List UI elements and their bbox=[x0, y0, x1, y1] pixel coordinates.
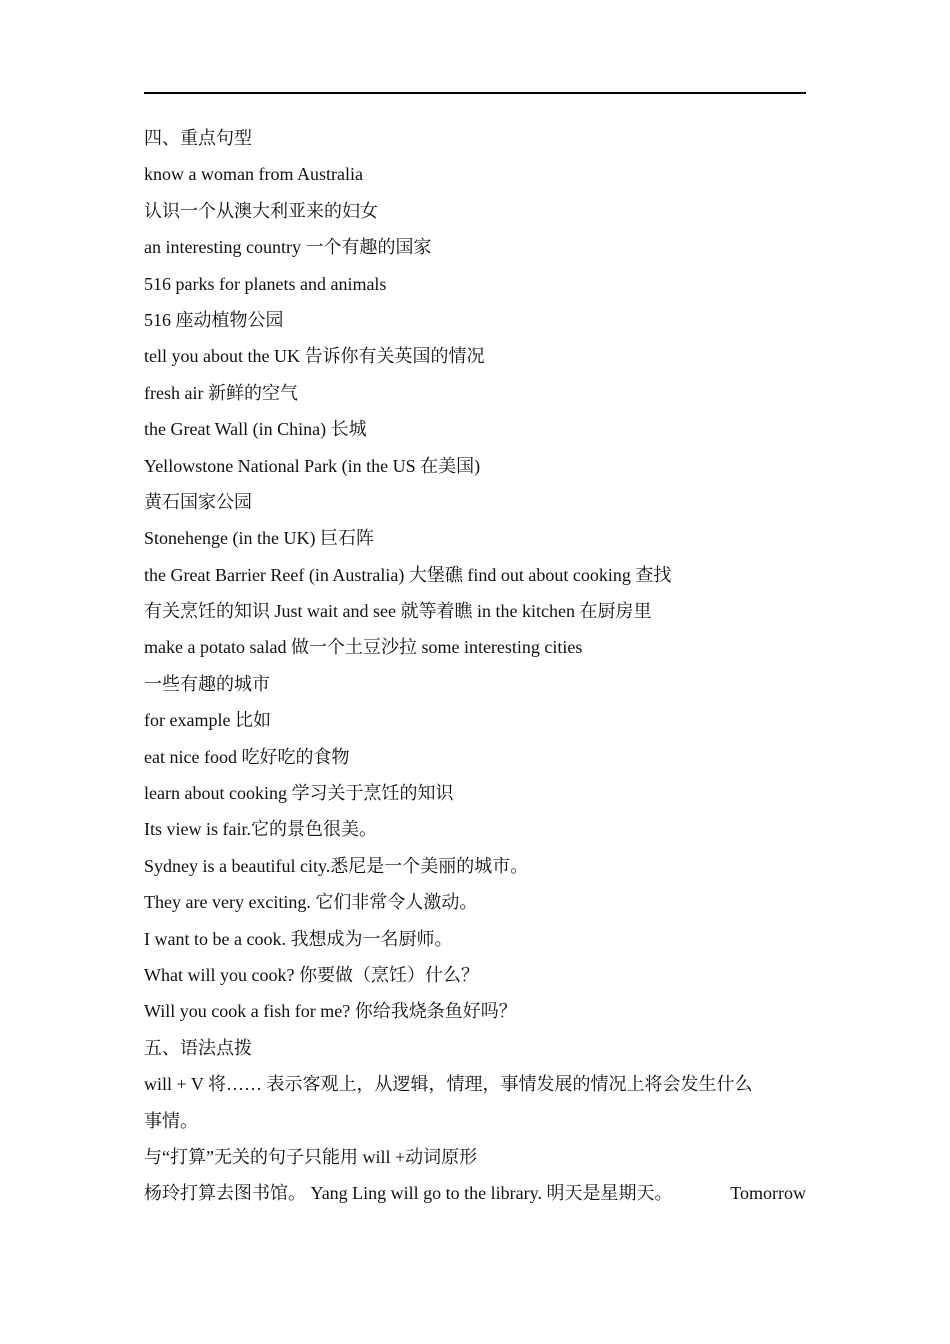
text-line: 与“打算”无关的句子只能用 will +动词原形 bbox=[144, 1146, 478, 1167]
text-line: 一些有趣的城市 bbox=[144, 673, 270, 694]
text-line: the Great Wall (in China) 长城 bbox=[144, 419, 367, 440]
section-heading-grammar: 五、语法点拨 bbox=[144, 1037, 252, 1058]
document-body bbox=[144, 120, 806, 1212]
text-line: Will you cook a fish for me? 你给我烧条鱼好吗？ bbox=[144, 1001, 517, 1022]
text-line: 有关烹饪的知识 Just wait and see 就等着瞧 in the kitchen 在厨房里 bbox=[144, 601, 652, 622]
text-line: for example 比如 bbox=[144, 710, 271, 731]
text-line: fresh air 新鲜的空气 bbox=[144, 382, 298, 403]
text-line: make a potato salad 做一个土豆沙拉 some interesting cities bbox=[144, 637, 583, 658]
header-rule bbox=[144, 92, 806, 94]
text-line: What will you cook? 你要做（烹饪）什么？ bbox=[144, 964, 479, 985]
text-line-last-right: Tomorrow bbox=[730, 1183, 806, 1204]
text-line: learn about cooking 学习关于烹饪的知识 bbox=[144, 783, 454, 804]
text-line: will + V 将…… 表示客观上，从逻辑，情理，事情发展的情况上将会发生什么 bbox=[144, 1074, 753, 1095]
text-line: Its view is fair.它的景色很美。 bbox=[144, 819, 377, 840]
text-line: They are very exciting. 它们非常令人激动。 bbox=[144, 892, 478, 913]
section-heading-key-sentences: 四、重点句型 bbox=[144, 128, 252, 148]
text-line-last bbox=[144, 1175, 806, 1211]
text-line: 认识一个从澳大利亚来的妇女 bbox=[144, 200, 378, 221]
text-line: know a woman from Australia bbox=[144, 164, 363, 185]
text-line: Sydney is a beautiful city.悉尼是一个美丽的城市。 bbox=[144, 855, 529, 876]
text-line: I want to be a cook. 我想成为一名厨师。 bbox=[144, 928, 453, 949]
text-line: an interesting country 一个有趣的国家 bbox=[144, 237, 432, 258]
text-line: Yellowstone National Park (in the US 在美国) bbox=[144, 455, 481, 476]
text-line: eat nice food 吃好吃的食物 bbox=[144, 746, 350, 767]
text-line: tell you about the UK 告诉你有关英国的情况 bbox=[144, 346, 485, 367]
text-line: 黄石国家公园 bbox=[144, 491, 252, 512]
text-line: the Great Barrier Reef (in Australia) 大堡礁 find out about cooking 查找 bbox=[144, 564, 672, 585]
text-line: Stonehenge (in the UK) 巨石阵 bbox=[144, 528, 374, 549]
text-line: 516 parks for planets and animals bbox=[144, 273, 387, 294]
text-line-last-left: 杨玲打算去图书馆。 Yang Ling will go to the library. 明天是星期天。 bbox=[144, 1183, 673, 1204]
text-line: 516 座动植物公园 bbox=[144, 309, 284, 330]
text-line: 事情。 bbox=[144, 1110, 198, 1131]
